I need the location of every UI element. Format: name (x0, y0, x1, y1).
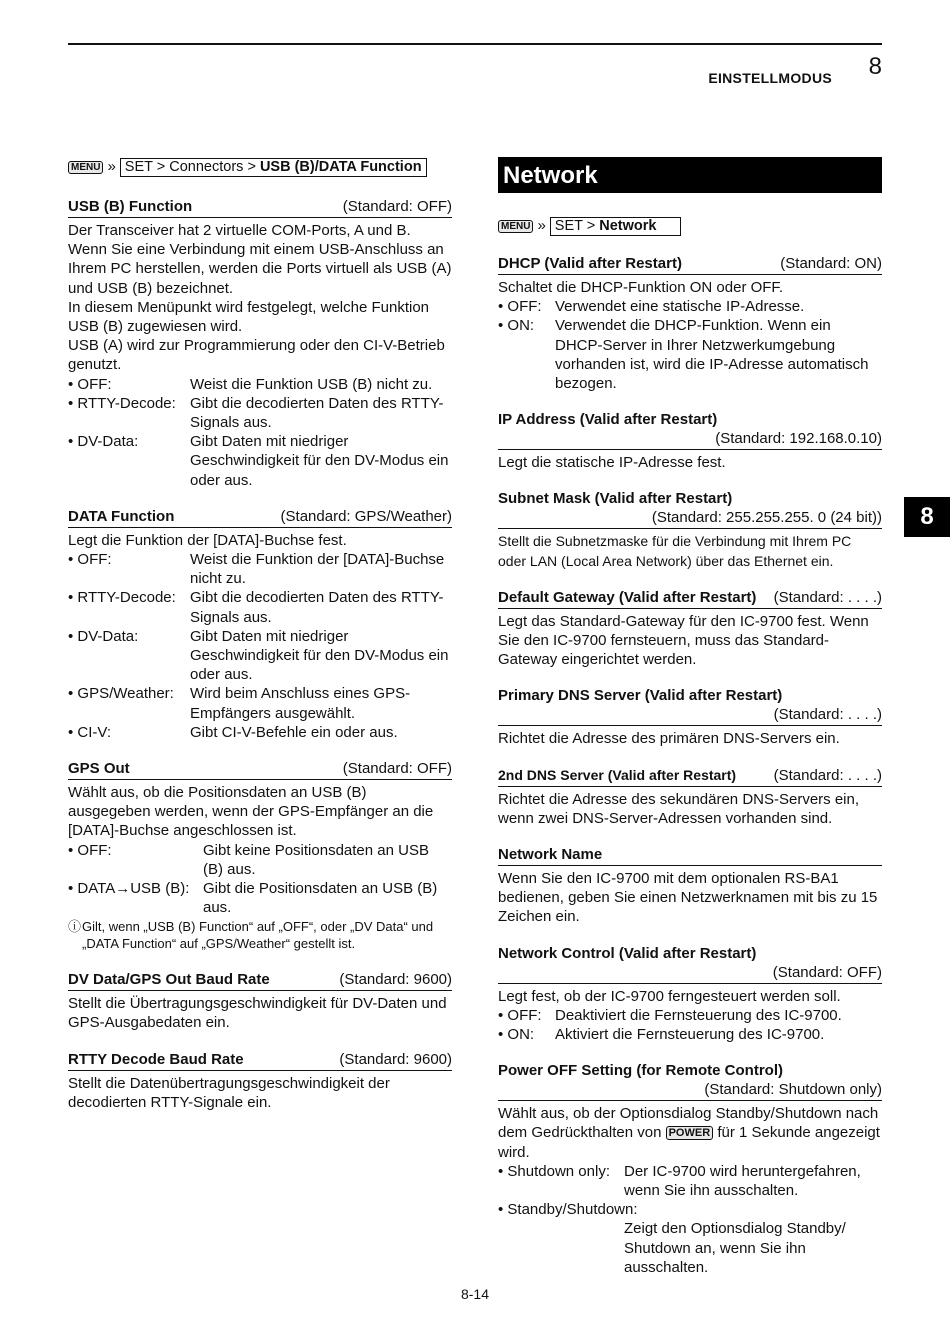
description: Stellt die Subnetzmaske für die Verbindung mit Ihrem PC oder LAN (Local Area Network) über das Ethernet ein. (498, 533, 852, 569)
setting-default: (Standard: Shutdown only) (704, 1081, 882, 1099)
setting-name: GPS Out (68, 760, 130, 778)
option-row: • Shutdown only: Der IC-9700 wird heruntergefahren, wenn Sie ihn ausschalten. (498, 1162, 861, 1200)
description: Wenn Sie den IC-9700 mit dem optionalen RS-BA1 bedienen, geben Sie einen Netzwerknamen mit bis zu 15 Zeichen ein. (498, 870, 878, 926)
description: In diesem Menüpunkt wird festgelegt, welche Funktion USB (B) zugewiesen wird. (68, 298, 430, 336)
option-row: • DATA→USB (B): Gibt die Positionsdaten an USB (B) aus. (68, 880, 438, 917)
setting-default: (Standard: OFF) (342, 198, 452, 215)
setting-name: Network Name (498, 846, 603, 864)
setting-data-function (68, 507, 452, 742)
menu-path (498, 216, 882, 238)
option-row: • GPS/Weather: Wird beim Anschluss eines GPS-Empfängers ausgewählt. (68, 685, 411, 722)
setting-rtty-baud-rate (68, 1050, 452, 1112)
setting-name: USB (B) Function (68, 198, 193, 215)
setting-default: (Standard: ON) (780, 255, 882, 272)
option-row: • CI-V: Gibt CI-V-Befehle ein oder aus. (68, 723, 398, 741)
option-row: • OFF: Weist die Funktion der [DATA]-Buchse nicht zu. (68, 551, 445, 588)
description: Wählt aus, ob der Optionsdialog Standby/Shutdown nach dem Gedrückthalten von POWER für 1 Sekunde angezeigt wird. (498, 1105, 880, 1161)
path-current: USB (B)/DATA Function (259, 159, 422, 175)
option-row: • Standby/Shutdown: (498, 1201, 638, 1219)
option-detail: Zeigt den Optionsdialog Standby/ Shutdown an, wenn Sie ihn ausschalten. (624, 1220, 846, 1276)
power-key-icon: POWER (666, 1126, 714, 1140)
setting-name: Network Control (Valid after Restart) (498, 944, 757, 962)
setting-primary-dns (498, 686, 882, 748)
menu-path (68, 157, 452, 179)
setting-default: (Standard: 9600) (339, 1050, 452, 1068)
description: Legt das Standard-Gateway für den IC-9700 fest. Wenn Sie den IC-9700 fernsteuern, muss das Standard-Gateway eingerichtet werden. (498, 612, 869, 669)
option-row: • ON: Verwendet die DHCP-Funktion. Wenn ein DHCP-Server in Ihrer Netzwerkumgebung vorhanden ist, wird die IP-Adresse automatisch bezogen. (498, 317, 869, 393)
path-current: Network (599, 218, 657, 234)
left-column (68, 157, 452, 1112)
description: Schaltet die DHCP-Funktion ON oder OFF. (498, 279, 784, 296)
setting-default: (Standard: 255.255.255. 0 (24 bit)) (651, 509, 882, 527)
page-number: 8-14 (460, 1286, 490, 1302)
description: Legt die statische IP-Adresse fest. (498, 454, 726, 472)
setting-default: (Standard: 192.168.0.10) (715, 430, 882, 448)
setting-network-name (498, 845, 882, 927)
setting-name: 2nd DNS Server (Valid after Restart) (498, 766, 737, 783)
setting-dv-baud-rate (68, 970, 452, 1032)
description: Richtet die Adresse des primären DNS-Servers ein. (498, 730, 840, 748)
menu-key-icon: MENU (68, 161, 103, 174)
setting-usb-b-function (68, 197, 452, 490)
option-row: • DV-Data: Gibt Daten mit niedriger Geschwindigkeit für den DV-Modus ein oder aus. (68, 627, 449, 684)
setting-dhcp (498, 254, 882, 393)
path-box (120, 158, 427, 177)
setting-default: (Standard: OFF) (342, 760, 452, 778)
path-prefix: SET > (554, 218, 600, 234)
setting-name: DHCP (Valid after Restart) (498, 255, 682, 272)
info-icon: ⓘ (68, 918, 82, 934)
section-banner: Network (498, 157, 882, 193)
setting-secondary-dns (498, 766, 882, 828)
setting-default: (Standard: . . . .) (773, 588, 882, 606)
path-box (550, 217, 682, 236)
setting-default: (Standard: . . . .) (773, 706, 882, 724)
note: ⓘ Gilt, wenn „USB (B) Function“ auf „OFF“, oder „DV Data“ und „DATA Function“ auf „GPS/Weather“ gestellt ist. (68, 918, 434, 951)
path-separator: » (537, 217, 546, 234)
setting-name: DATA Function (68, 507, 175, 525)
description: Stellt die Datenübertragungsgeschwindigkeit der decodierten RTTY-Signale ein. (68, 1074, 390, 1112)
setting-default: (Standard: . . . .) (773, 766, 882, 784)
option-row: • RTTY-Decode: Gibt die decodierten Daten des RTTY-Signals aus. (68, 394, 444, 432)
description: Wählt aus, ob die Positionsdaten an USB (B) ausgegeben werden, wenn der GPS-Empfänger an die [DATA]-Buchse angeschlossen ist. (68, 784, 434, 840)
option-row: • OFF: Weist die Funktion USB (B) nicht zu. (68, 375, 433, 393)
setting-name: Power OFF Setting (for Remote Control) (498, 1062, 783, 1080)
right-column (498, 157, 882, 1277)
setting-default: (Standard: GPS/Weather) (280, 507, 452, 525)
option-row: • OFF: Gibt keine Positionsdaten an USB (B) aus. (68, 841, 429, 878)
setting-ip-address (498, 410, 882, 472)
section-title: EINSTELLMODUS (708, 70, 832, 86)
setting-name: Subnet Mask (Valid after Restart) (498, 490, 733, 508)
setting-name: Primary DNS Server (Valid after Restart) (498, 687, 783, 705)
option-row: • ON: Aktiviert die Fernsteuerung des IC-9700. (498, 1026, 825, 1044)
setting-network-control (498, 944, 882, 1045)
description: Stellt die Übertragungsgeschwindigkeit für DV-Daten und GPS-Ausgabedaten ein. (68, 994, 447, 1031)
setting-subnet-mask (498, 489, 882, 570)
description: USB (A) wird zur Programmierung oder den CI-V-Betrieb genutzt. (68, 337, 445, 374)
setting-name: IP Address (Valid after Restart) (498, 411, 718, 429)
path-separator: » (107, 158, 116, 175)
chapter-tab: 8 (904, 497, 950, 537)
header-rule (68, 43, 882, 45)
setting-power-off (498, 1061, 882, 1277)
option-row: • RTTY-Decode: Gibt die decodierten Daten des RTTY-Signals aus. (68, 589, 444, 626)
description: Legt fest, ob der IC-9700 ferngesteuert werden soll. (498, 987, 841, 1005)
setting-default-gateway (498, 588, 882, 670)
setting-gps-out (68, 759, 452, 951)
chapter-number: 8 (868, 53, 882, 80)
description: Der Transceiver hat 2 virtuelle COM-Ports, A und B. Wenn Sie eine Verbindung mit einem USB-Anschluss an Ihrem PC herstellen, werden die Ports virtuell als USB (A) und USB (B) bezeichnet. (68, 222, 452, 297)
description: Legt die Funktion der [DATA]-Buchse fest. (68, 531, 347, 549)
setting-name: DV Data/GPS Out Baud Rate (68, 970, 270, 988)
menu-key-icon: MENU (498, 220, 533, 233)
option-row: • DV-Data: Gibt Daten mit niedriger Geschwindigkeit für den DV-Modus ein oder aus. (68, 433, 449, 489)
path-prefix: SET > Connectors > (124, 159, 260, 175)
option-row: • OFF: Deaktiviert die Fernsteuerung des IC-9700. (498, 1006, 842, 1024)
setting-name: Default Gateway (Valid after Restart) (498, 588, 757, 606)
setting-default: (Standard: OFF) (772, 963, 882, 981)
setting-default: (Standard: 9600) (339, 970, 452, 988)
option-row: • OFF: Verwendet eine statische IP-Adresse. (498, 298, 805, 316)
description: Richtet die Adresse des sekundären DNS-Servers ein, wenn zwei DNS-Server-Adressen vorhanden sind. (498, 790, 860, 827)
setting-name: RTTY Decode Baud Rate (68, 1050, 244, 1068)
